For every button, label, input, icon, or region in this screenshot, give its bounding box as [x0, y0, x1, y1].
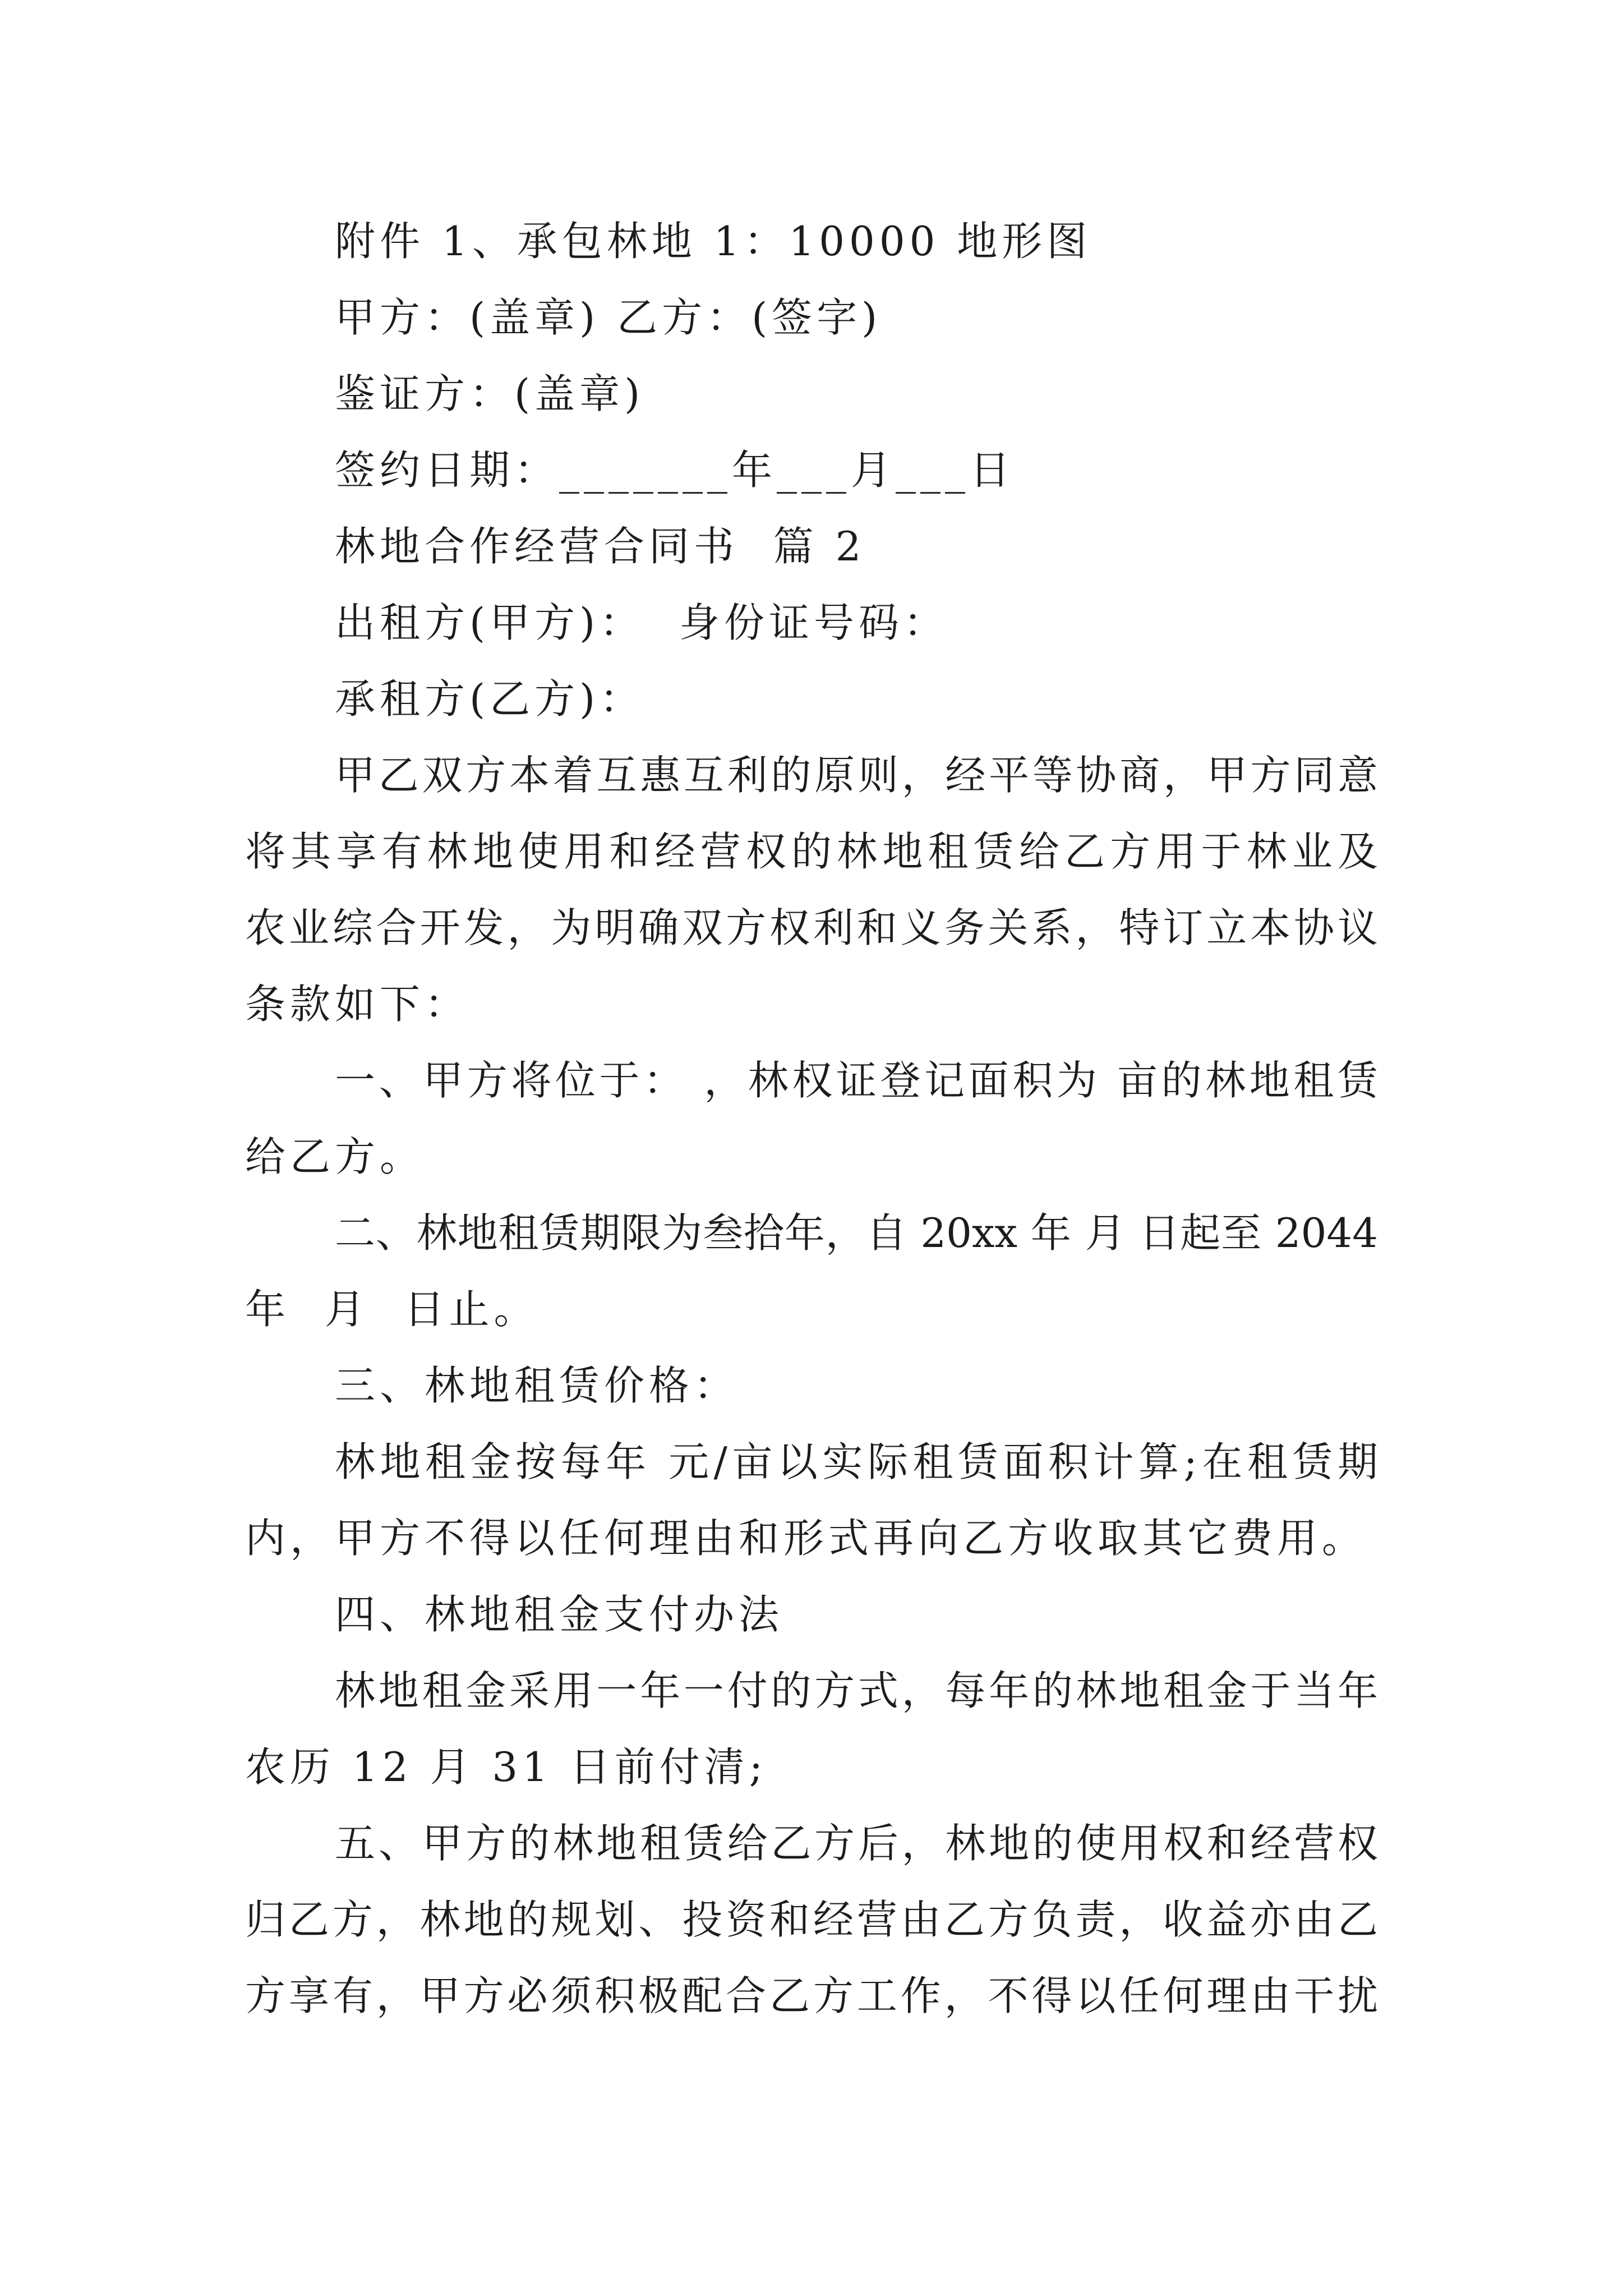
clause-2-line: 二、林地租赁期限为叁拾年，自 20xx 年 月 日起至 2044	[335, 1209, 1378, 1257]
clause-4-heading: 四、林地租金支付办法	[335, 1591, 784, 1638]
clause-2-paragraph	[245, 1195, 1378, 1347]
preamble-line: 条款如下：	[245, 981, 470, 1028]
lessee-line: 承租方(乙方)：	[335, 675, 645, 723]
party-signature-line: 甲方：(盖章) 乙方：(签字)	[335, 294, 882, 341]
clause-4-body-line: 农历 12 月 31 日前付清;	[245, 1743, 768, 1791]
clause-5-line: 五、甲方的林地租赁给乙方后，林地的使用权和经营权	[335, 1820, 1378, 1867]
clause-2-line: 年 月 日止。	[245, 1286, 539, 1333]
attachment-line: 附件 1、承包林地 1：10000 地形图	[335, 218, 1092, 265]
preamble-line: 将其享有林地使用和经营权的林地租赁给乙方用于林业及	[245, 828, 1378, 875]
contract-title: 林地合作经营合同书 篇 2	[335, 523, 866, 570]
clause-5-line: 归乙方，林地的规划、投资和经营由乙方负责，收益亦由乙	[245, 1896, 1378, 1943]
preamble-paragraph	[245, 737, 1378, 1042]
document-body	[245, 203, 1378, 2034]
clause-1-line: 一、甲方将位于： ，林权证登记面积为 亩的林地租赁	[335, 1057, 1378, 1104]
clause-3-body-paragraph	[245, 1424, 1378, 1576]
clause-1-line: 给乙方。	[245, 1133, 425, 1180]
signing-date-line: 签约日期：_______年___月___日	[335, 447, 1015, 494]
clause-4-body-paragraph	[245, 1653, 1378, 1805]
preamble-line: 甲乙双方本着互惠互利的原则，经平等协商，甲方同意	[335, 752, 1378, 799]
preamble-line: 农业综合开发，为明确双方权利和义务关系，特订立本协议	[245, 904, 1378, 951]
clause-5-line: 方享有，甲方必须积极配合乙方工作，不得以任何理由干扰	[245, 1972, 1378, 2019]
clause-3-heading: 三、林地租赁价格：	[335, 1362, 739, 1409]
lessor-line: 出租方(甲方)： 身份证号码：	[335, 599, 948, 646]
witness-signature-line: 鉴证方：(盖章)	[335, 370, 645, 417]
clause-4-body-line: 林地租金采用一年一付的方式，每年的林地租金于当年	[335, 1667, 1378, 1714]
clause-5-paragraph	[245, 1805, 1378, 2034]
clause-3-body-line: 林地租金按每年 元/亩以实际租赁面积计算;在租赁期	[335, 1438, 1378, 1485]
clause-1-paragraph	[245, 1042, 1378, 1195]
clause-3-body-line: 内，甲方不得以任何理由和形式再向乙方收取其它费用。	[245, 1515, 1367, 1562]
